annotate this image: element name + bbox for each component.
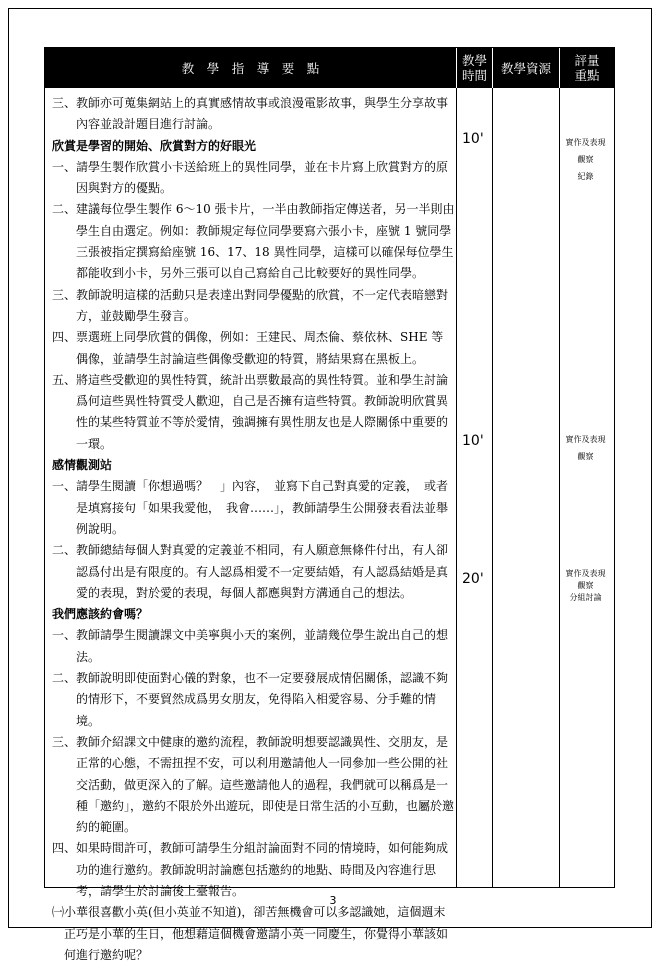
item-text: 教師說明即使面對心儀的對象，也不一定要發展成情侶關係，認識不夠的情形下，不要貿然成爲男女朋友，免得陷入相愛容易、分手難的情境。 — [76, 671, 449, 728]
guidance-item — [52, 902, 455, 966]
header-guidance: 教 學 指 導 要 點 — [181, 60, 320, 76]
item-text: 如果時間許可，教師可請學生分組討論面對不同的情境時，如何能夠成功的進行邀約。教師說明討論應包括邀約的地點、時間及內容進行思考，請學生於討論後上臺報告。 — [76, 841, 449, 898]
evaluation-item: 紀錄 — [577, 172, 594, 181]
item-number: 五、 — [52, 372, 77, 387]
item-number: ㈠ — [52, 905, 65, 920]
guidance-item — [52, 668, 455, 732]
evaluation-item: 實作及表現 — [565, 138, 606, 147]
evaluation-item: 觀察 — [577, 581, 594, 590]
time-slot-1: 10' — [462, 131, 484, 147]
item-number: 四、 — [52, 330, 77, 345]
guidance-item — [52, 838, 455, 902]
evaluation-block-1 — [558, 137, 613, 188]
guidance-item — [52, 93, 455, 136]
table-header — [45, 48, 614, 88]
guidance-item — [52, 199, 455, 284]
evaluation-item: 觀察 — [577, 155, 594, 164]
guidance-item — [52, 370, 455, 455]
item-text: 教師介紹課文中健康的邀約流程，教師說明想要認識異性、交朋友，是正常的心態，不需扭捏不安，可以利用邀請他人一同參加一些公開的社交活動，做更深入的了解。這些邀請他人的過程，我們就可以稱爲是一種「邀約」，邀約不限於外出遊玩，即使是日常生活的小互動，也屬於邀約的範圍。 — [76, 734, 455, 835]
item-number: 三、 — [52, 96, 77, 110]
item-text: 建議每位學生製作 6～10 張卡片，一半由教師指定傳送者，另一半則由學生自由選定。例如：教師規定每位同學要寫六張小卡，座號 1 號同學三張被指定撰寫給座號 16、17、18 異性同學，這樣可以確保每位學生都能收到小卡，另外三張可以自己寫給自己比較要好的異性同學。 — [76, 202, 455, 281]
item-number: 二、 — [52, 543, 77, 558]
evaluation-item: 實作及表現 — [565, 569, 606, 578]
time-slot-3: 20' — [462, 571, 484, 587]
item-text: 票選班上同學欣賞的偶像，例如：王建民、周杰倫、蔡依林、SHE 等偶像，並請學生討論這些偶像受歡迎的特質，將結果寫在黑板上。 — [76, 330, 444, 366]
item-text: 請學生閱讀「你想過嗎？ 」內容， 並寫下自己對真愛的定義， 或者是填寫接句「如果我愛他， 我會……」，教師請學生公開發表看法並舉例說明。 — [76, 479, 449, 536]
header-resources: 教學資源 — [500, 60, 551, 76]
item-text: 教師總結每個人對真愛的定義並不相同，有人願意無條件付出，有人卻認爲付出是有限度的。有人認爲相愛不一定要結婚，有人認爲結婚是真愛的表現，對於愛的表現，每個人都應與對方溝通自己的想法。 — [76, 543, 449, 600]
guidance-item — [52, 732, 455, 838]
guidance-item — [52, 327, 455, 370]
guidance-item — [52, 157, 455, 200]
item-number: 三、 — [52, 734, 77, 749]
section-heading: 感情觀測站 — [52, 458, 113, 473]
item-number: 一、 — [52, 628, 77, 643]
evaluation-item: 分組討論 — [569, 593, 602, 602]
guidance-content — [52, 93, 455, 966]
item-number: 三、 — [52, 287, 77, 302]
page-number: 3 — [329, 894, 337, 907]
item-text: 教師亦可蒐集網站上的真實感情故事或浪漫電影故事，與學生分享故事內容並設計題目進行討論。 — [76, 96, 449, 132]
item-text: 請學生製作欣賞小卡送給班上的異性同學，並在卡片寫上欣賞對方的原因與對方的優點。 — [76, 159, 449, 196]
evaluation-block-2 — [558, 434, 613, 468]
item-number: 一、 — [52, 479, 77, 494]
guidance-item — [52, 476, 455, 540]
guidance-item — [52, 625, 455, 668]
item-number: 二、 — [52, 671, 77, 686]
section-heading: 欣賞是學習的開始、欣賞對方的好眼光 — [52, 138, 257, 153]
item-number: 二、 — [52, 202, 77, 217]
item-text: 將這些受歡迎的異性特質，統計出票數最高的異性特質。並和學生討論爲何這些異性特質受人歡迎，自己是否擁有這些特質。教師說明欣賞異性的某些特質並不等於愛情，強調擁有異性朋友也是人際關係中重要的一環。 — [76, 372, 449, 451]
guidance-item — [52, 540, 455, 604]
time-slot-2: 10' — [462, 433, 484, 449]
guidance-item — [52, 285, 455, 328]
evaluation-block-3 — [558, 568, 613, 609]
item-text: 教師說明這樣的活動只是表達出對同學優點的欣賞，不一定代表暗戀對方，並鼓勵學生發言。 — [76, 287, 449, 323]
item-text: 小華很喜歡小英(但小英並不知道)，卻苦無機會可以多認識她，這個週末正巧是小華的生日，他想藉這個機會邀請小英一同慶生，你覺得小華該如何進行邀約呢？ — [64, 905, 449, 962]
item-number: 四、 — [52, 841, 77, 856]
lesson-table — [44, 47, 615, 962]
item-text: 教師請學生閱讀課文中美寧與小天的案例，並請幾位學生說出自己的想法。 — [76, 628, 449, 664]
item-number: 一、 — [52, 159, 77, 174]
evaluation-item: 實作及表現 — [565, 435, 606, 444]
section-heading: 我們應該約會嗎？ — [52, 607, 149, 622]
header-evaluation: 評量重點 — [574, 53, 600, 83]
evaluation-item: 觀察 — [577, 452, 594, 461]
header-time: 教學時間 — [461, 53, 487, 83]
